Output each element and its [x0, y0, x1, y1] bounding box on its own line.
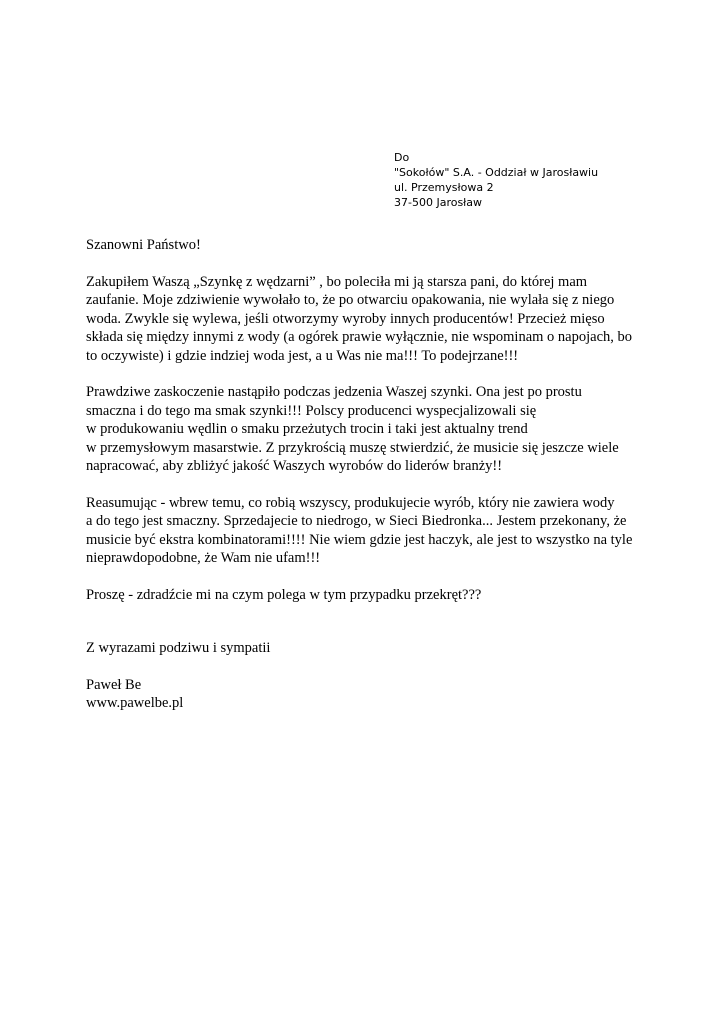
signature-url: www.pawelbe.pl [86, 695, 184, 711]
paragraph-2 [86, 383, 646, 476]
text-line: musicie być ekstra kombinatorami!!!! Nie wiem gdzie jest haczyk, ale jest to wszystko na tyle [86, 531, 633, 548]
text-line: Prawdziwe zaskoczenie nastąpiło podczas jedzenia Waszej szynki. Ona jest po prostu [86, 384, 582, 400]
text-line: smaczna i do tego ma smak szynki!!! Polscy producenci wyspecjalizowali się [86, 402, 537, 419]
letter-body [86, 236, 646, 713]
address-line: 37-500 Jarosław [394, 196, 483, 209]
text-line: Reasumując - wbrew temu, co robią wszyscy, produkujecie wyrób, który nie zawiera wody [86, 494, 615, 511]
text-line: Zakupiłem Waszą „Szynkę z wędzarni” , bo poleciła mi ją starsza pani, do której mam [86, 273, 588, 290]
recipient-address [394, 150, 598, 210]
greeting: Szanowni Państwo! [86, 237, 201, 253]
text-line: w przemysłowym masarstwie. Z przykrością muszę stwierdzić, że musicie się jeszcze wiele [86, 439, 619, 456]
signature-name: Paweł Be [86, 676, 142, 693]
text-line: składa się między innymi z wody (a ogórek prawie wyłącznie, nie wspominam o napojach, bo [86, 329, 633, 345]
address-line: "Sokołów" S.A. - Oddział w Jarosławiu [394, 166, 599, 179]
text-line: zaufanie. Moje zdziwienie wywołało to, że po otwarciu opakowania, nie wylała się z niego [86, 292, 615, 308]
paragraph-1 [86, 273, 646, 366]
text-line: to oczywiste) i gdzie indziej woda jest, a u Was nie ma!!! To podejrzane!!! [86, 347, 519, 364]
text-line: a do tego jest smaczny. Sprzedajecie to niedrogo, w Sieci Biedronka... Jestem przekonany, że [86, 513, 627, 529]
text-line: nieprawdopodobne, że Wam nie ufam!!! [86, 550, 321, 566]
closing-phrase: Z wyrazami podziwu i sympatii [86, 640, 271, 656]
address-line: Do [394, 151, 410, 164]
text-line: w produkowaniu wędlin o smaku przeżutych trocin i taki jest aktualny trend [86, 421, 528, 437]
address-line: ul. Przemysłowa 2 [394, 181, 494, 194]
paragraph-4: Proszę - zdradźcie mi na czym polega w tym przypadku przekręt??? [86, 586, 482, 603]
paragraph-3 [86, 494, 646, 568]
signature [86, 676, 646, 713]
text-line: woda. Zwykle się wylewa, jeśli otworzymy wyroby innych producentów! Przecież mięso [86, 310, 605, 327]
text-line: napracować, aby zbliżyć jakość Waszych wyrobów do liderów branży!! [86, 458, 503, 474]
